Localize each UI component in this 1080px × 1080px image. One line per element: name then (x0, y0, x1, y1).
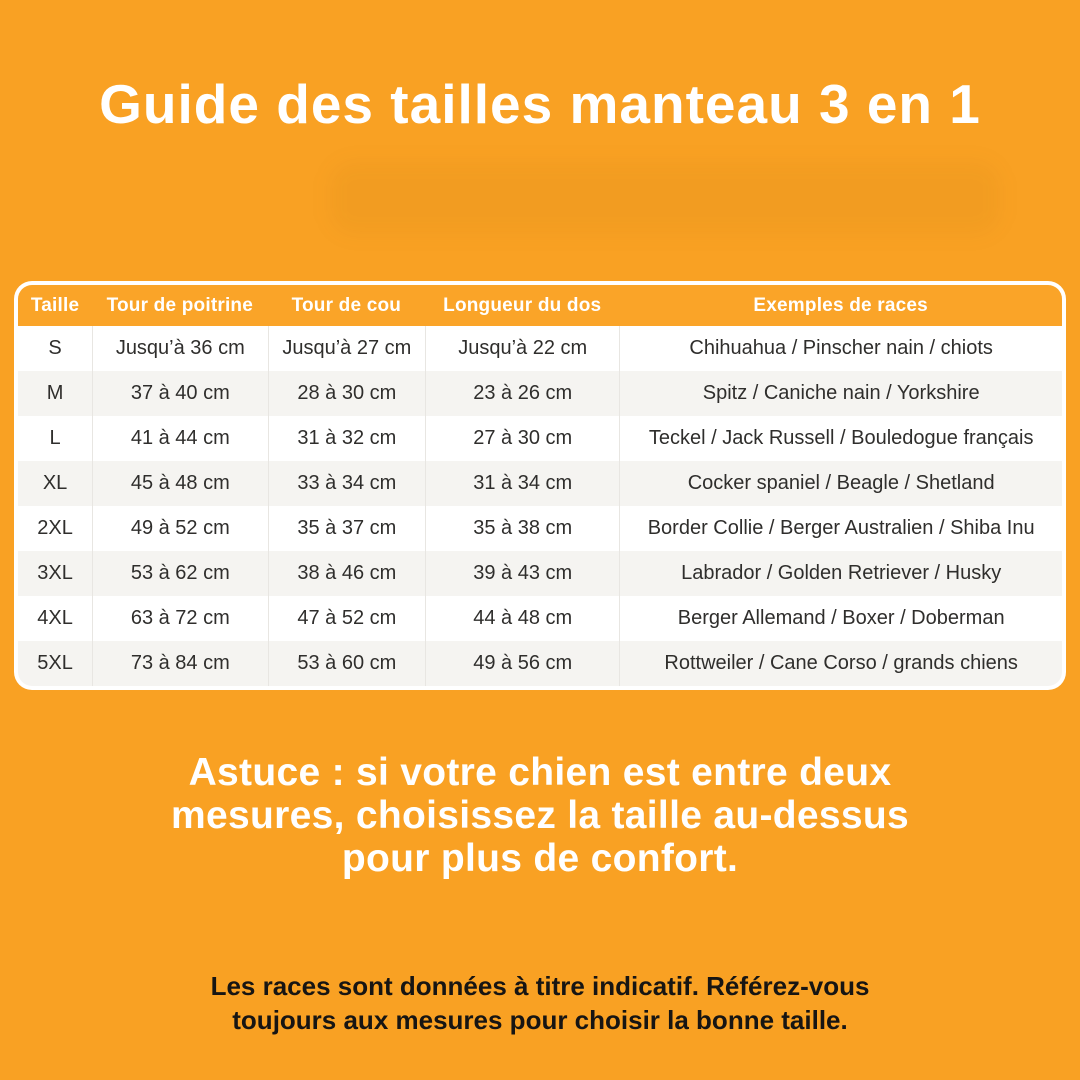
cell-size: L (18, 416, 92, 461)
cell-back: 31 à 34 cm (425, 461, 619, 506)
cell-size: XL (18, 461, 92, 506)
table-row-3xl (18, 551, 1062, 596)
tip-line: Astuce : si votre chien est entre deux (188, 751, 892, 794)
cell-chest: 37 à 40 cm (92, 371, 267, 416)
faded-watermark-area (330, 162, 1000, 234)
cell-back: 44 à 48 cm (425, 596, 619, 641)
disclaimer-text (0, 969, 1080, 1037)
cell-neck: 28 à 30 cm (268, 371, 426, 416)
cell-breeds: Teckel / Jack Russell / Bouledogue français (619, 416, 1062, 461)
table-row-5xl (18, 641, 1062, 686)
column-header-tour-de-poitrine: Tour de poitrine (92, 285, 267, 326)
cell-size: M (18, 371, 92, 416)
cell-chest: 63 à 72 cm (92, 596, 267, 641)
cell-neck: 38 à 46 cm (268, 551, 426, 596)
disclaimer-line: Les races sont données à titre indicatif. Référez-vous (210, 971, 870, 1001)
cell-breeds: Border Collie / Berger Australien / Shiba Inu (619, 506, 1062, 551)
cell-chest: 45 à 48 cm (92, 461, 267, 506)
cell-neck: 33 à 34 cm (268, 461, 426, 506)
table-header-row (18, 285, 1062, 326)
cell-breeds: Rottweiler / Cane Corso / grands chiens (619, 641, 1062, 686)
disclaimer-line: toujours aux mesures pour choisir la bonne taille. (232, 1005, 848, 1035)
table-row-4xl (18, 596, 1062, 641)
column-header-taille: Taille (18, 285, 92, 326)
cell-neck: 47 à 52 cm (268, 596, 426, 641)
table-row-s (18, 326, 1062, 371)
cell-chest: 73 à 84 cm (92, 641, 267, 686)
table-row-2xl (18, 506, 1062, 551)
table-row-l (18, 416, 1062, 461)
cell-neck: 35 à 37 cm (268, 506, 426, 551)
size-guide-table-container (14, 281, 1066, 690)
cell-back: 49 à 56 cm (425, 641, 619, 686)
cell-breeds: Berger Allemand / Boxer / Doberman (619, 596, 1062, 641)
cell-neck: 31 à 32 cm (268, 416, 426, 461)
cell-size: 4XL (18, 596, 92, 641)
cell-chest: 49 à 52 cm (92, 506, 267, 551)
cell-size: 3XL (18, 551, 92, 596)
page-title: Guide des tailles manteau 3 en 1 (99, 73, 981, 135)
column-header-exemples-de-races: Exemples de races (619, 285, 1062, 326)
cell-size: 5XL (18, 641, 92, 686)
cell-back: 39 à 43 cm (425, 551, 619, 596)
cell-back: 27 à 30 cm (425, 416, 619, 461)
size-guide-table (18, 285, 1062, 686)
cell-breeds: Labrador / Golden Retriever / Husky (619, 551, 1062, 596)
table-row-m (18, 371, 1062, 416)
tip-line: pour plus de confort. (341, 837, 739, 880)
cell-breeds: Chihuahua / Pinscher nain / chiots (619, 326, 1062, 371)
tip-line: mesures, choisissez la taille au-dessus (171, 794, 909, 837)
table-row-xl (18, 461, 1062, 506)
cell-chest: Jusqu’à 36 cm (92, 326, 267, 371)
cell-back: 23 à 26 cm (425, 371, 619, 416)
column-header-longueur-du-dos: Longueur du dos (425, 285, 619, 326)
cell-breeds: Spitz / Caniche nain / Yorkshire (619, 371, 1062, 416)
column-header-tour-de-cou: Tour de cou (268, 285, 426, 326)
cell-chest: 53 à 62 cm (92, 551, 267, 596)
cell-breeds: Cocker spaniel / Beagle / Shetland (619, 461, 1062, 506)
cell-neck: Jusqu’à 27 cm (268, 326, 426, 371)
cell-back: Jusqu’à 22 cm (425, 326, 619, 371)
cell-size: S (18, 326, 92, 371)
tip-text (0, 751, 1080, 880)
cell-back: 35 à 38 cm (425, 506, 619, 551)
cell-size: 2XL (18, 506, 92, 551)
cell-neck: 53 à 60 cm (268, 641, 426, 686)
cell-chest: 41 à 44 cm (92, 416, 267, 461)
